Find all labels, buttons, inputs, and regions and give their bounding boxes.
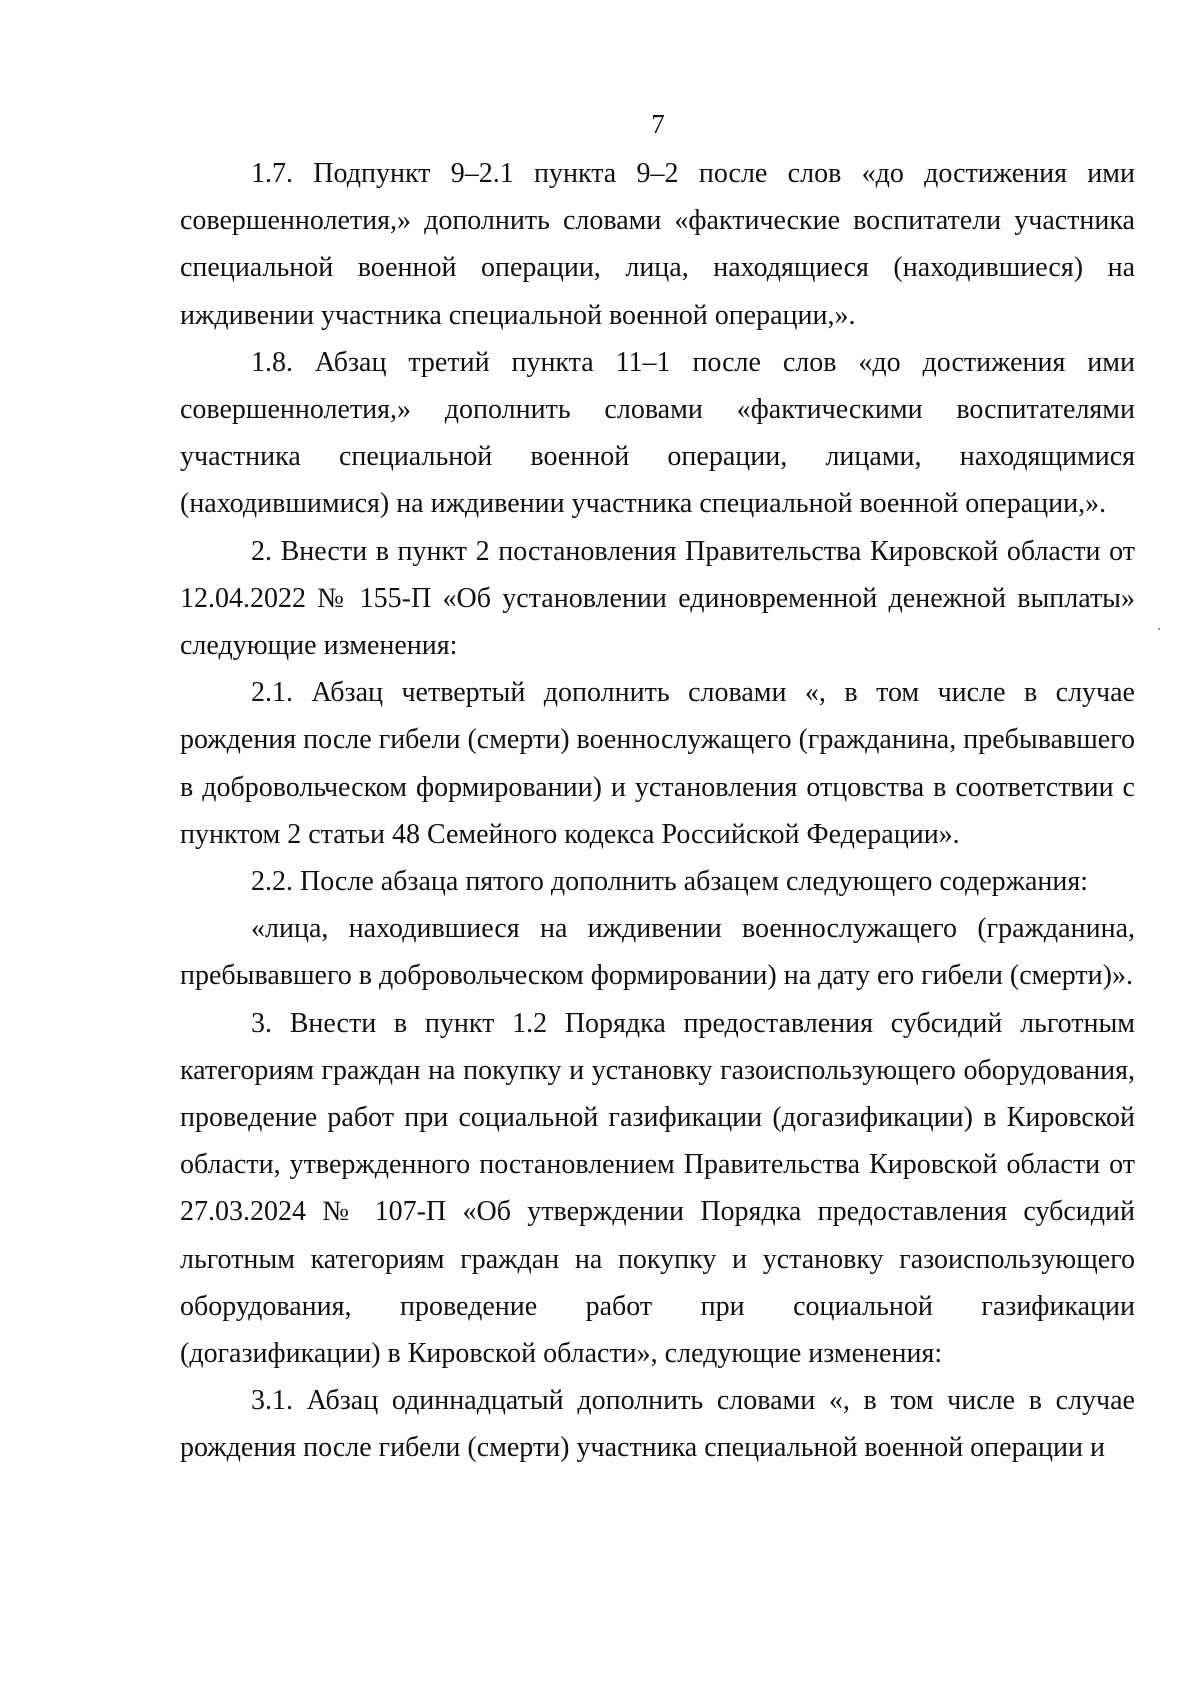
- paragraph-3: 3. Внести в пункт 1.2 Порядка предоставления субсидий льготным категориям граждан на покупку и установку газоиспользующего оборудования, проведение работ при социальной газификации (догазификации) в Кировской области, утвержденного постановлением Правительства Кировской области от 27.03.2024 № 107-П «Об утверждении Порядка предоставления субсидий льготным категориям граждан на покупку и установку газоиспользующего оборудования, проведение работ при социальной газификации (догазификации) в Кировской области», следующие изменения:: [180, 1007, 1135, 1370]
- scan-speck: [1158, 628, 1160, 630]
- paragraph-2-2-quote: «лица, находившиеся на иждивении военнослужащего (гражданина, пребывавшего в добровольческом формировании) на дату его гибели (смерти)».: [180, 913, 1135, 992]
- paragraph-1-8: 1.8. Абзац третий пункта 11–1 после слов «до достижения ими совершеннолетия,» дополнить словами «фактическими воспитателями участника специальной военной операции, лицами, находящимися (находившимися) на иждивении участника специальной военной операции,».: [180, 346, 1135, 520]
- page-number: 7: [651, 109, 665, 139]
- document-body: [180, 150, 1135, 1472]
- paragraph-2: 2. Внести в пункт 2 постановления Правительства Кировской области от 12.04.2022 № 155-П «Об установлении единовременной денежной выплаты» следующие изменения:: [180, 535, 1135, 662]
- paragraph-1-7: 1.7. Подпункт 9–2.1 пункта 9–2 после слов «до достижения ими совершеннолетия,» дополнить словами «фактические воспитатели участника специальной военной операции, лица, находящиеся (находившиеся) на иждивении участника специальной военной операции,».: [180, 158, 1135, 331]
- paragraph-2-2: 2.2. После абзаца пятого дополнить абзацем следующего содержания:: [251, 866, 1089, 898]
- paragraph-3-1: 3.1. Абзац одиннадцатый дополнить словами «, в том числе в случае рождения после гибели (смерти) участника специальной военной операции и: [180, 1385, 1135, 1464]
- paragraph-2-1: 2.1. Абзац четвертый дополнить словами «, в том числе в случае рождения после гибели (смерти) военнослужащего (гражданина, пребывавшего в добровольческом формировании) и установления отцовства в соответствии с пунктом 2 статьи 48 Семейного кодекса Российской Федерации».: [180, 677, 1135, 850]
